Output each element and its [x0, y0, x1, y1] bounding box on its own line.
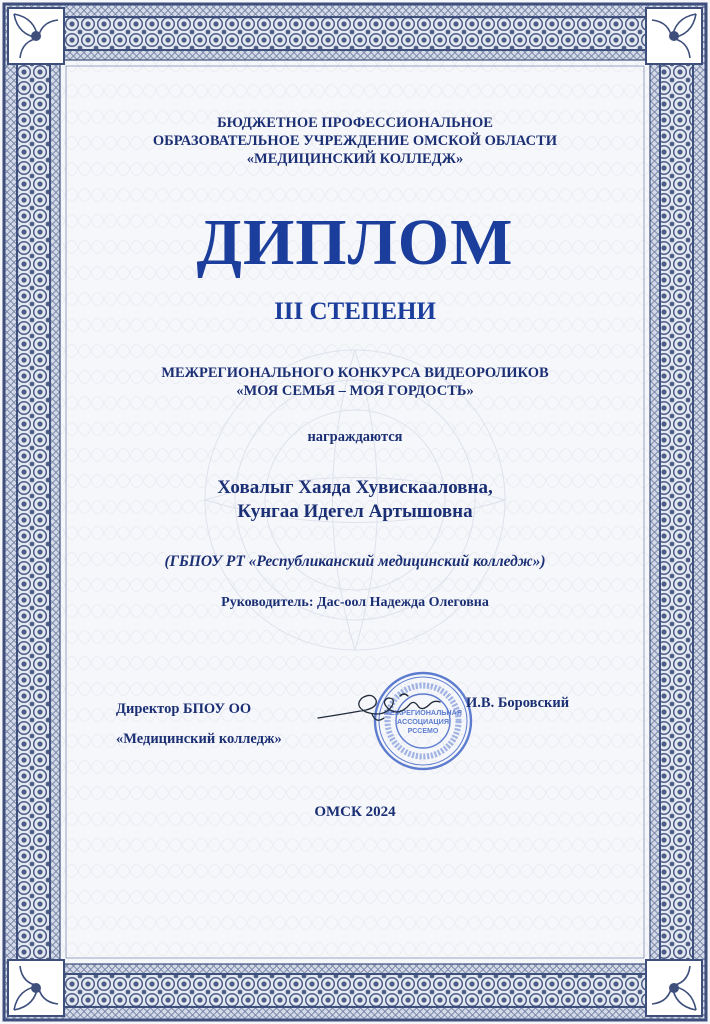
seal-text-line-2: АССОЦИАЦИЯ	[397, 717, 449, 726]
seal-text-line-3: РССЕМО	[407, 728, 439, 735]
institution-name: (ГБПОУ РТ «Республиканский медицинский колледж»)	[164, 553, 546, 570]
recipient-name: Кунгаа Идегел Артышовна	[237, 501, 473, 522]
recipients	[90, 476, 620, 524]
issuer-line-1: БЮДЖЕТНОЕ ПРОФЕССИОНАЛЬНОЕ	[217, 115, 493, 131]
director-name: И.В. Боровский	[466, 695, 570, 711]
supervisor-line: Руководитель: Дас-оол Надежда Олеговна	[221, 595, 489, 610]
director-title-line-1: Директор БПОУ ОО	[116, 701, 252, 717]
director-title-line-2: «Медицинский колледж»	[116, 731, 282, 747]
recipient-name: Ховалыг Хаяда Хувискааловна,	[217, 477, 493, 498]
diploma-title: ДИПЛОМ	[196, 206, 514, 279]
awarded-label: награждаются	[307, 429, 403, 445]
degree-label: III СТЕПЕНИ	[274, 298, 436, 325]
contest-line-1: МЕЖРЕГИОНАЛЬНОГО КОНКУРСА ВИДЕОРОЛИКОВ	[161, 365, 549, 381]
issuer-line-2: ОБРАЗОВАТЕЛЬНОЕ УЧРЕЖДЕНИЕ ОМСКОЙ ОБЛАСТИ	[152, 133, 558, 149]
issuer-line-3: «МЕДИЦИНСКИЙ КОЛЛЕДЖ»	[246, 151, 464, 167]
director-title	[116, 694, 282, 754]
contest-name	[90, 364, 620, 400]
city-year: ОМСК 2024	[314, 804, 396, 820]
diploma-content	[90, 96, 620, 926]
signature	[314, 680, 444, 730]
contest-line-2: «МОЯ СЕМЬЯ – МОЯ ГОРДОСТЬ»	[236, 383, 474, 399]
seal-text-line-1: МЕЖРЕГИОНАЛЬНАЯ	[384, 708, 462, 717]
issuer-name	[90, 114, 620, 168]
